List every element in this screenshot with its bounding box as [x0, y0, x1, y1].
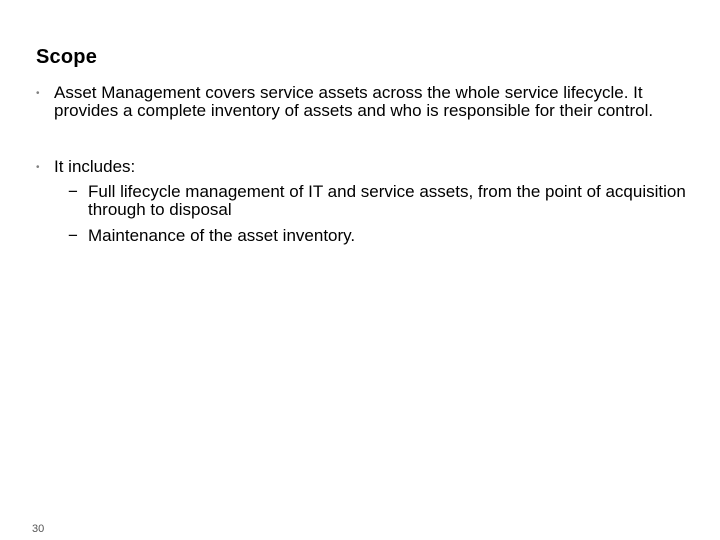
sub-bullet-list: [54, 183, 686, 245]
sub-bullet-text: Full lifecycle management of IT and service assets, from the point of acquisition through to disposal: [88, 182, 686, 219]
sub-bullet-text: Maintenance of the asset inventory.: [88, 226, 356, 245]
bullet-icon: •: [36, 88, 40, 99]
bullet-item: [36, 158, 686, 245]
dash-icon: −: [68, 226, 78, 245]
page-number: 30: [32, 523, 45, 535]
bullet-list: [36, 84, 686, 283]
sub-bullet-item: [64, 183, 686, 219]
bullet-item: [36, 84, 686, 120]
bullet-text: It includes:: [54, 157, 136, 176]
bullet-icon: •: [36, 162, 40, 173]
slide-title: Scope: [36, 46, 98, 68]
dash-icon: −: [68, 182, 78, 201]
sub-bullet-item: [64, 227, 686, 245]
bullet-text: Asset Management covers service assets across the whole service lifecycle. It provides a complete inventory of assets and who is responsible for their control.: [54, 83, 654, 120]
